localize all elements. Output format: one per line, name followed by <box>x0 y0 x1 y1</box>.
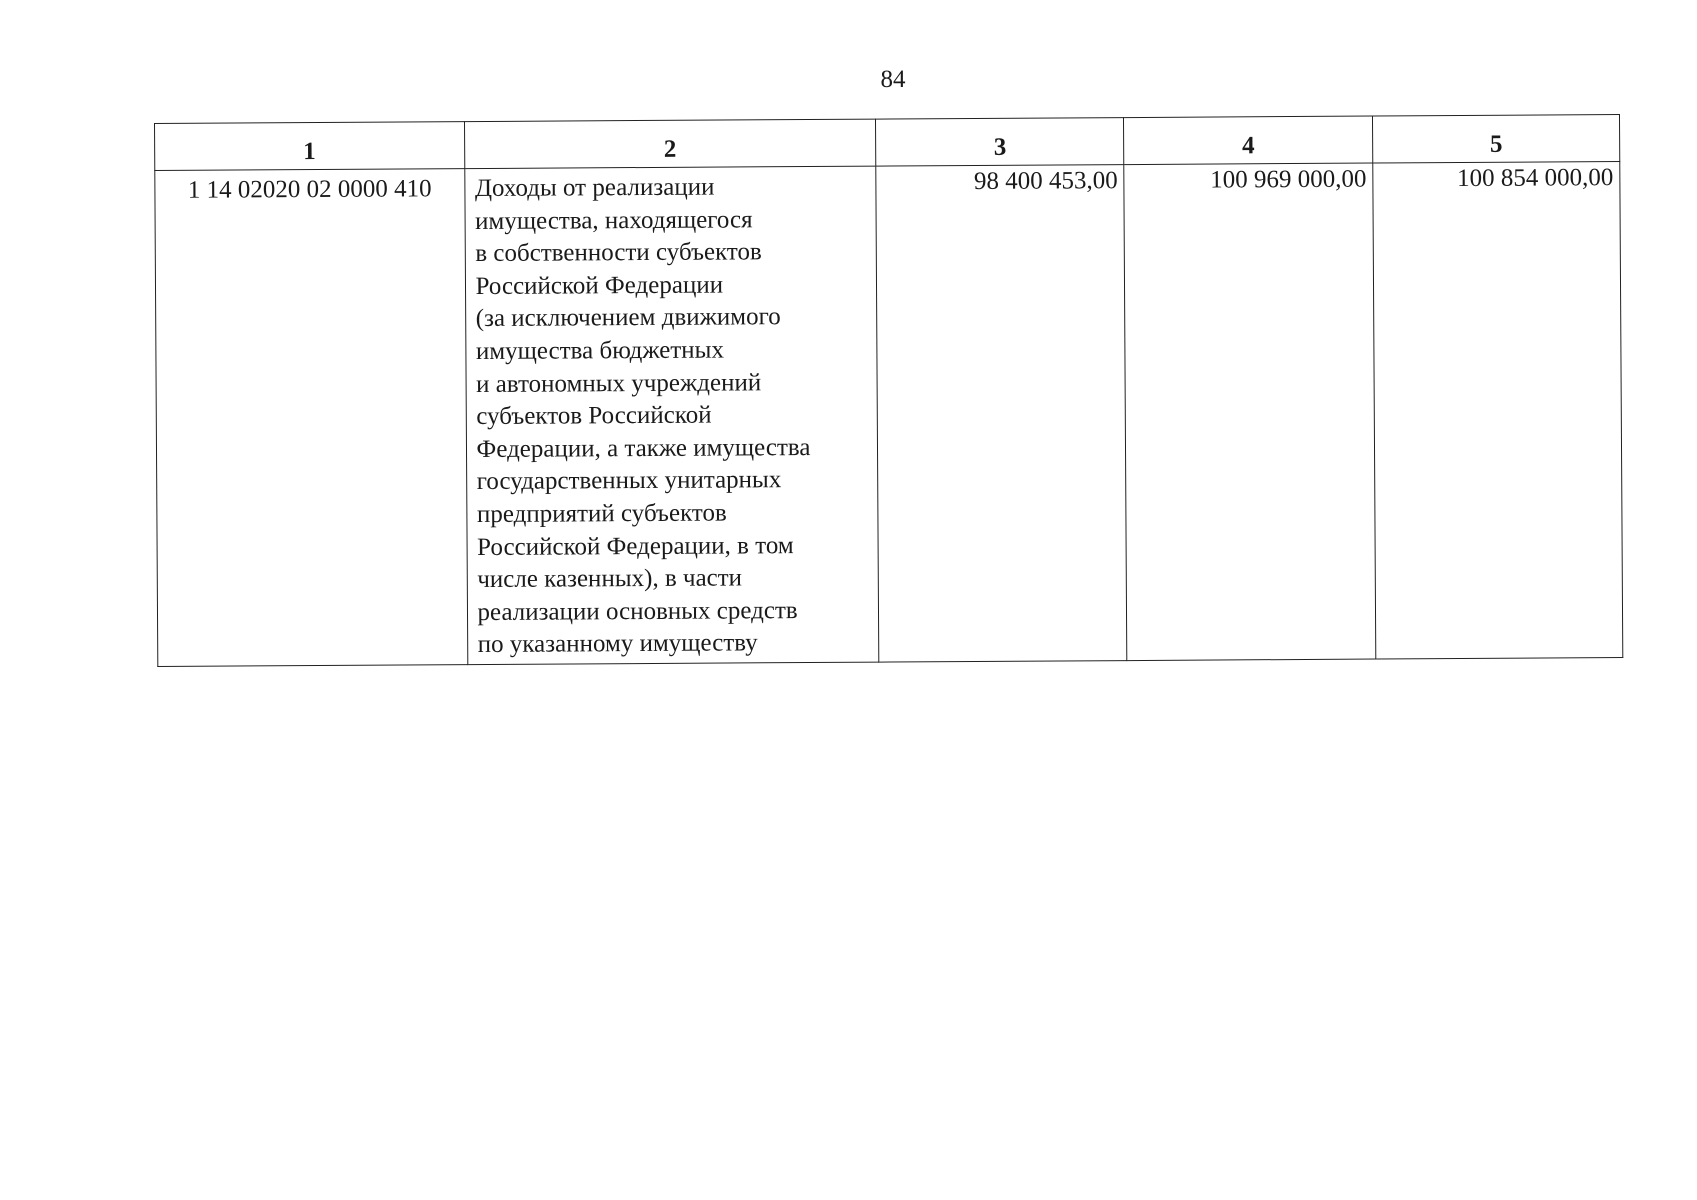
header-col-3: 3 <box>876 118 1124 167</box>
header-col-1: 1 <box>155 122 465 171</box>
amount-col-4: 100 969 000,00 <box>1124 163 1376 660</box>
header-col-5: 5 <box>1373 115 1620 164</box>
amount-col-3: 98 400 453,00 <box>876 165 1127 662</box>
table-body <box>155 162 1623 667</box>
revenue-description: Доходы от реализации имущества, находящегося в собственности субъектов Российской Федерации (за исключением движимого имущества бюджетных и автономных учреждений субъектов Российской Федерации, а также имущества государственных унитарных предприятий субъектов Российской Федерации, в том числе казенных), в части реализации основных средств по указанному имуществу <box>464 166 879 664</box>
revenue-table <box>154 114 1623 667</box>
page-number: 84 <box>880 66 906 93</box>
table-row <box>155 162 1623 667</box>
amount-col-5: 100 854 000,00 <box>1373 162 1623 659</box>
header-col-2: 2 <box>464 119 876 169</box>
budget-classification-code: 1 14 02020 02 0000 410 <box>155 169 468 667</box>
header-col-4: 4 <box>1124 116 1373 165</box>
